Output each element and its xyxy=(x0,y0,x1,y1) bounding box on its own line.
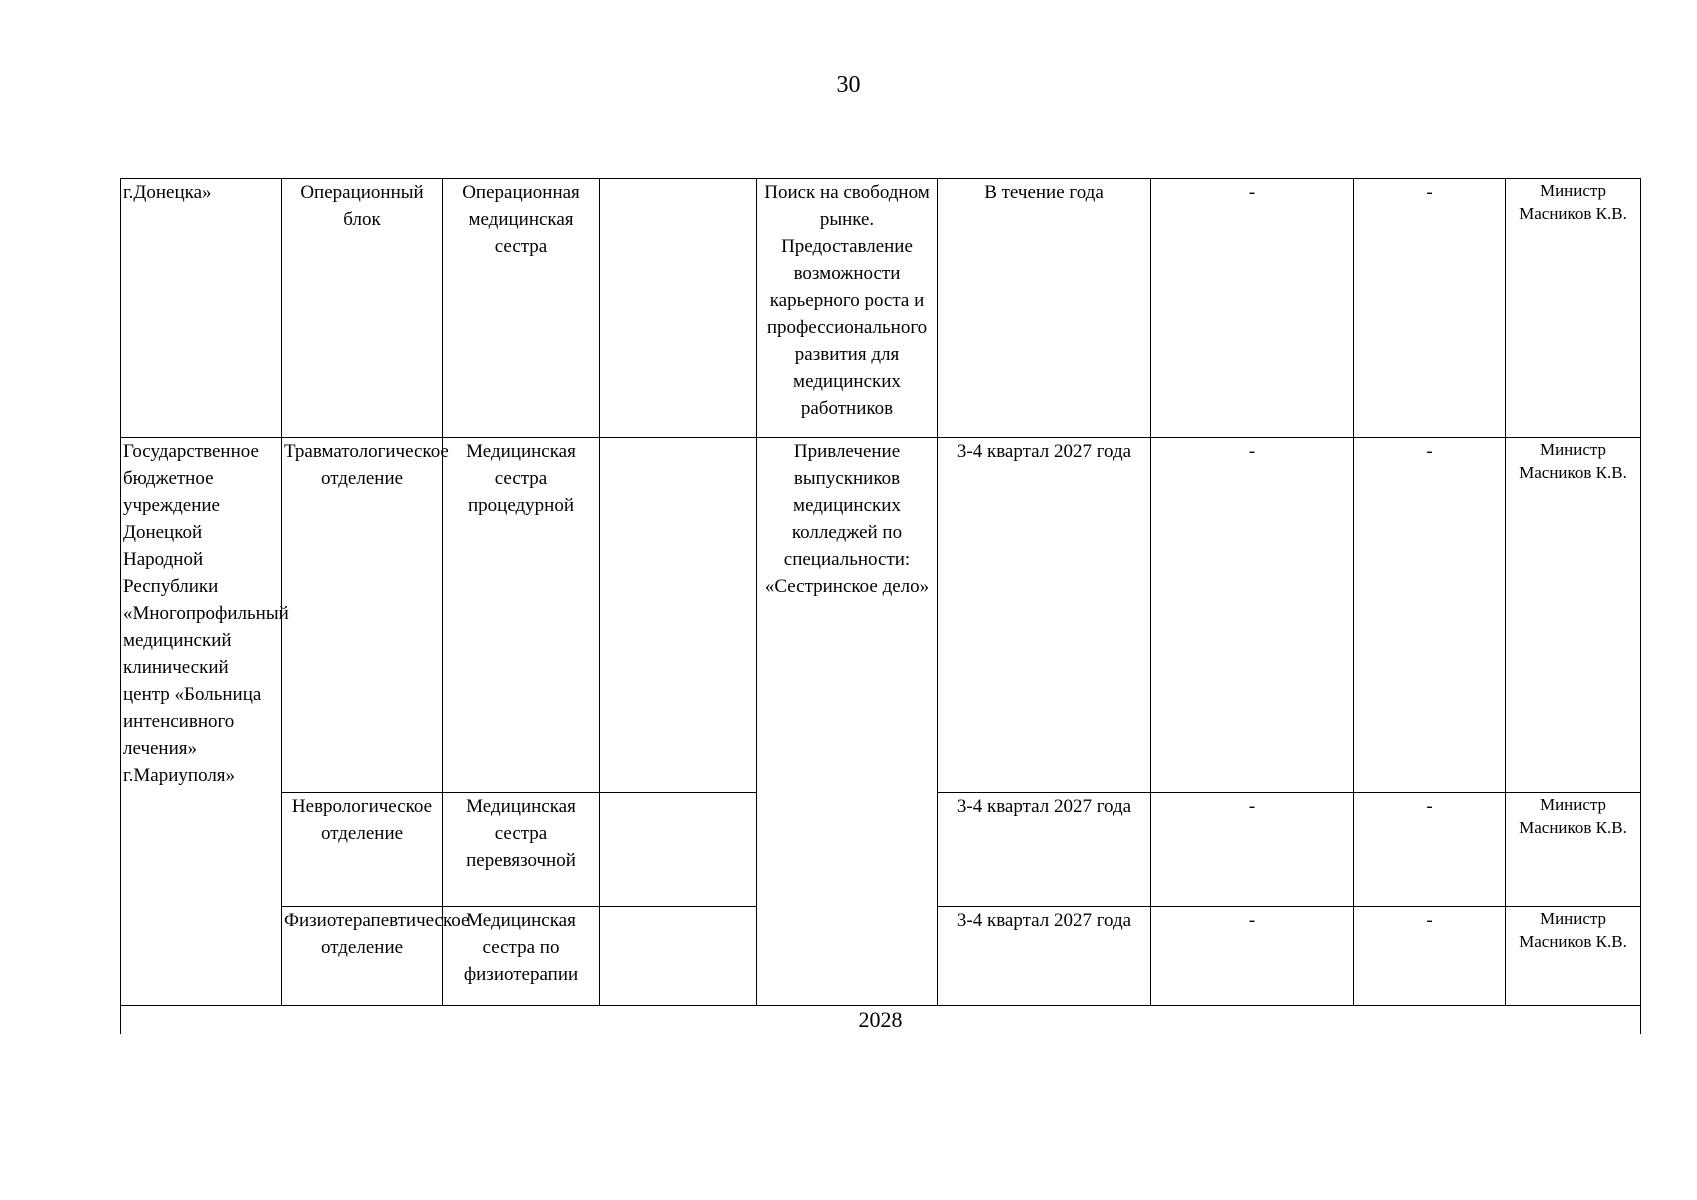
year-row xyxy=(121,1006,1641,1035)
position-cell: Медицинская сестра по физиотерапии xyxy=(443,907,600,1006)
empty-cell xyxy=(600,179,757,438)
empty-cell xyxy=(600,793,757,907)
measure-cell: Поиск на свободном рынке. Предоставление возможности карьерного роста и профессионального развития для медицинских работников xyxy=(757,179,938,438)
dash-cell: - xyxy=(1151,179,1354,438)
dash-cell: - xyxy=(1354,438,1506,793)
position-cell: Операционная медицинская сестра xyxy=(443,179,600,438)
organization-cell: Государственное бюджетное учреждение Донецкой Народной Республики «Многопрофильный медицинский клинический центр «Больница интенсивного лечения» г.Мариуполя» xyxy=(121,438,282,1006)
department-cell: Операционный блок xyxy=(282,179,443,438)
organization-cell: г.Донецка» xyxy=(121,179,282,438)
term-cell: В течение года xyxy=(938,179,1151,438)
measure-cell: Привлечение выпускников медицинских колледжей по специальности: «Сестринское дело» xyxy=(757,438,938,1006)
responsible-cell: Министр Масников К.В. xyxy=(1506,179,1641,438)
responsible-cell: Министр Масников К.В. xyxy=(1506,793,1641,907)
term-cell: 3-4 квартал 2027 года xyxy=(938,907,1151,1006)
position-cell: Медицинская сестра процедурной xyxy=(443,438,600,793)
empty-cell xyxy=(600,438,757,793)
dash-cell: - xyxy=(1354,179,1506,438)
term-cell: 3-4 квартал 2027 года xyxy=(938,438,1151,793)
dash-cell: - xyxy=(1151,907,1354,1006)
department-cell: Травматологическое отделение xyxy=(282,438,443,793)
department-cell: Физиотерапевтическое отделение xyxy=(282,907,443,1006)
staffing-plan-table xyxy=(120,178,1641,1034)
year-label: 2028 xyxy=(121,1006,1641,1035)
table-row xyxy=(121,179,1641,438)
position-cell: Медицинская сестра перевязочной xyxy=(443,793,600,907)
responsible-cell: Министр Масников К.В. xyxy=(1506,907,1641,1006)
dash-cell: - xyxy=(1151,793,1354,907)
dash-cell: - xyxy=(1354,907,1506,1006)
dash-cell: - xyxy=(1354,793,1506,907)
term-cell: 3-4 квартал 2027 года xyxy=(938,793,1151,907)
responsible-cell: Министр Масников К.В. xyxy=(1506,438,1641,793)
page-number: 30 xyxy=(836,72,861,98)
table-row xyxy=(121,438,1641,793)
dash-cell: - xyxy=(1151,438,1354,793)
department-cell: Неврологическое отделение xyxy=(282,793,443,907)
empty-cell xyxy=(600,907,757,1006)
